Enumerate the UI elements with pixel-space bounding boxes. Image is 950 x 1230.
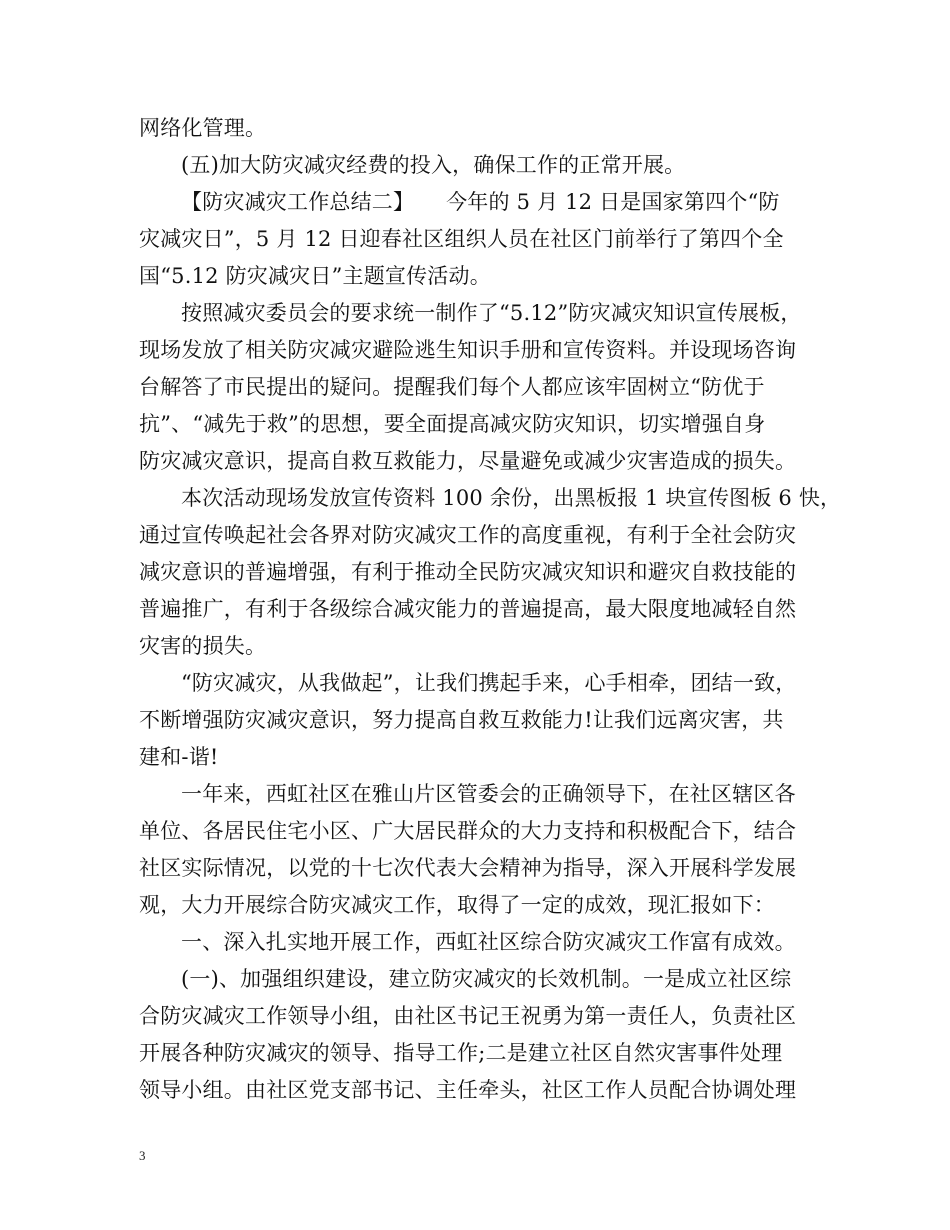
text-line: 减灾意识的普遍增强，有利于推动全民防灾减灾知识和避灾自救技能的 xyxy=(139,560,797,584)
page-number: 3 xyxy=(139,1148,146,1163)
text-line: 防灾减灾意识，提高自救互救能力，尽量避免或减少灾害造成的损失。 xyxy=(139,449,797,473)
text-line: 【防灾减灾工作总结二】 今年的 5 月 12 日是国家第四个“防 xyxy=(181,190,780,214)
text-line: 观，大力开展综合防灾减灾工作，取得了一定的成效，现汇报如下： xyxy=(139,893,775,917)
text-line: 建和-谐! xyxy=(139,745,219,769)
text-line: 社区实际情况，以党的十七次代表大会精神为指导，深入开展科学发展 xyxy=(139,856,797,880)
text-line: 单位、各居民住宅小区、广大居民群众的大力支持和积极配合下，结合 xyxy=(139,819,797,843)
text-line: 灾减灾日”，5 月 12 日迎春社区组织人员在社区门前举行了第四个全 xyxy=(139,227,784,251)
text-line: “防灾减灾，从我做起”，让我们携起手来，心手相牵，团结一致， xyxy=(181,671,797,695)
text-line: 国“5.12 防灾减灾日”主题宣传活动。 xyxy=(139,264,491,288)
text-line: 普遍推广，有利于各级综合减灾能力的普遍提高，最大限度地减轻自然 xyxy=(139,597,797,621)
text-line: 合防灾减灾工作领导小组，由社区书记王祝勇为第一责任人，负责社区 xyxy=(139,1004,797,1028)
text-line: 本次活动现场发放宣传资料 100 余份，出黑板报 1 块宣传图板 6 快， xyxy=(181,486,842,510)
text-line: 一、深入扎实地开展工作，西虹社区综合防灾减灾工作富有成效。 xyxy=(181,930,796,954)
text-line: 网络化管理。 xyxy=(139,116,267,140)
text-line: (五)加大防灾减灾经费的投入，确保工作的正常开展。 xyxy=(181,153,686,177)
text-line: 按照减灾委员会的要求统一制作了“5.12”防灾减灾知识宣传展板， xyxy=(181,301,802,325)
text-line: 灾害的损失。 xyxy=(139,634,267,658)
text-line: 现场发放了相关防灾减灾避险逃生知识手册和宣传资料。并设现场咨询 xyxy=(139,338,797,362)
text-line: 领导小组。由社区党支部书记、主任牵头，社区工作人员配合协调处理 xyxy=(139,1078,797,1102)
text-line: 抗”、“减先于救”的思想，要全面提高减灾防灾知识，切实增强自身 xyxy=(139,412,766,436)
text-line: 台解答了市民提出的疑问。提醒我们每个人都应该牢固树立“防优于 xyxy=(139,375,765,399)
text-line: 通过宣传唤起社会各界对防灾减灾工作的高度重视，有利于全社会防灾 xyxy=(139,523,797,547)
text-line: (一)、加强组织建设，建立防灾减灾的长效机制。一是成立社区综 xyxy=(181,967,792,991)
text-line: 一年来，西虹社区在雅山片区管委会的正确领导下，在社区辖区各 xyxy=(181,782,796,806)
text-line: 不断增强防灾减灾意识，努力提高自救互救能力!让我们远离灾害，共 xyxy=(139,708,784,732)
text-line: 开展各种防灾减灾的领导、指导工作;二是建立社区自然灾害事件处理 xyxy=(139,1041,783,1065)
